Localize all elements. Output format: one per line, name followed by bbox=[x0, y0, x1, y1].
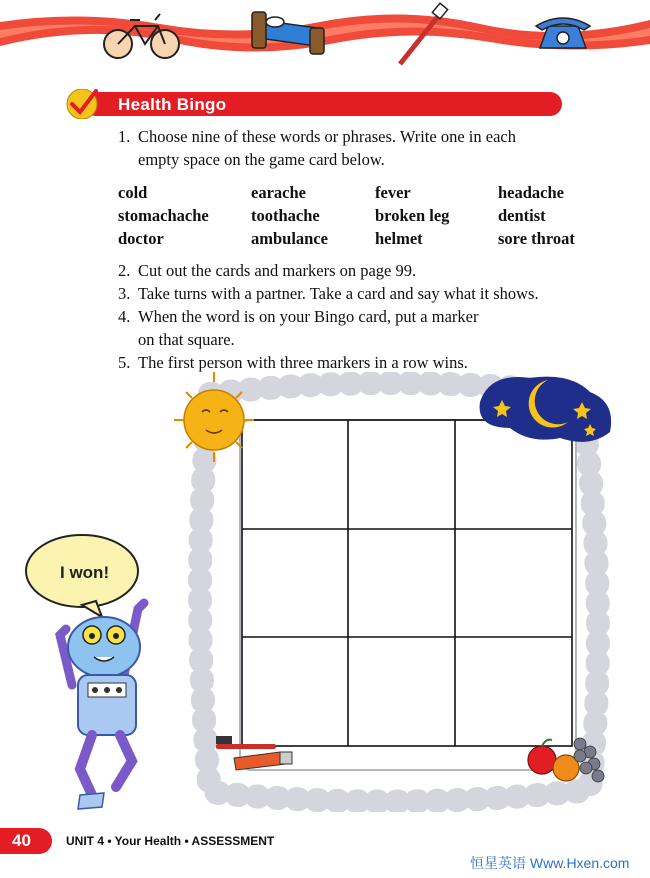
word-item: toothache bbox=[251, 206, 320, 225]
word-item: broken leg bbox=[375, 206, 450, 225]
word-item: sore throat bbox=[498, 229, 575, 248]
instruction-step-3 bbox=[118, 282, 598, 305]
footer-text: UNIT 4 • Your Health • ASSESSMENT bbox=[66, 834, 275, 848]
word-item: stomachache bbox=[118, 206, 209, 225]
step-text: Choose nine of these words or phrases. Write one in each bbox=[138, 127, 516, 146]
step-text: The first person with three markers in a row wins. bbox=[138, 353, 468, 372]
step-number: 3. bbox=[118, 284, 131, 303]
page-number: 40 bbox=[12, 831, 31, 850]
instruction-step-5 bbox=[118, 351, 598, 374]
top-decorative-band bbox=[0, 0, 650, 70]
word-item: cold bbox=[118, 183, 148, 202]
word-item: headache bbox=[498, 183, 564, 202]
cloud-border bbox=[200, 383, 598, 802]
step-number: 1. bbox=[118, 127, 131, 146]
instruction-steps bbox=[118, 259, 598, 374]
watermark: 恒星英语 Www.Hxen.com bbox=[470, 855, 630, 871]
word-bank bbox=[118, 181, 598, 250]
checkmark-icon bbox=[67, 89, 97, 119]
instruction-step-1 bbox=[118, 125, 588, 171]
word-item: earache bbox=[251, 183, 306, 202]
instruction-step-2 bbox=[118, 259, 598, 282]
step-text: Cut out the cards and markers on page 99. bbox=[138, 261, 417, 280]
step-number: 5. bbox=[118, 353, 131, 372]
step-text-cont: on that square. bbox=[138, 330, 235, 349]
step-text-cont: empty space on the game card below. bbox=[138, 150, 385, 169]
step-text: Take turns with a partner. Take a card and say what it shows. bbox=[138, 284, 539, 303]
word-item: helmet bbox=[375, 229, 423, 248]
step-text: When the word is on your Bingo card, put a marker bbox=[138, 307, 479, 326]
instruction-step-4 bbox=[118, 305, 598, 351]
word-item: fever bbox=[375, 183, 411, 202]
section-title: Health Bingo bbox=[118, 95, 227, 114]
word-item: ambulance bbox=[251, 229, 329, 248]
step-number: 4. bbox=[118, 307, 131, 326]
bingo-card bbox=[170, 372, 620, 812]
speech-bubble-text: I won! bbox=[60, 563, 110, 582]
word-item: dentist bbox=[498, 206, 546, 225]
step-number: 2. bbox=[118, 261, 131, 280]
word-item: doctor bbox=[118, 229, 164, 248]
